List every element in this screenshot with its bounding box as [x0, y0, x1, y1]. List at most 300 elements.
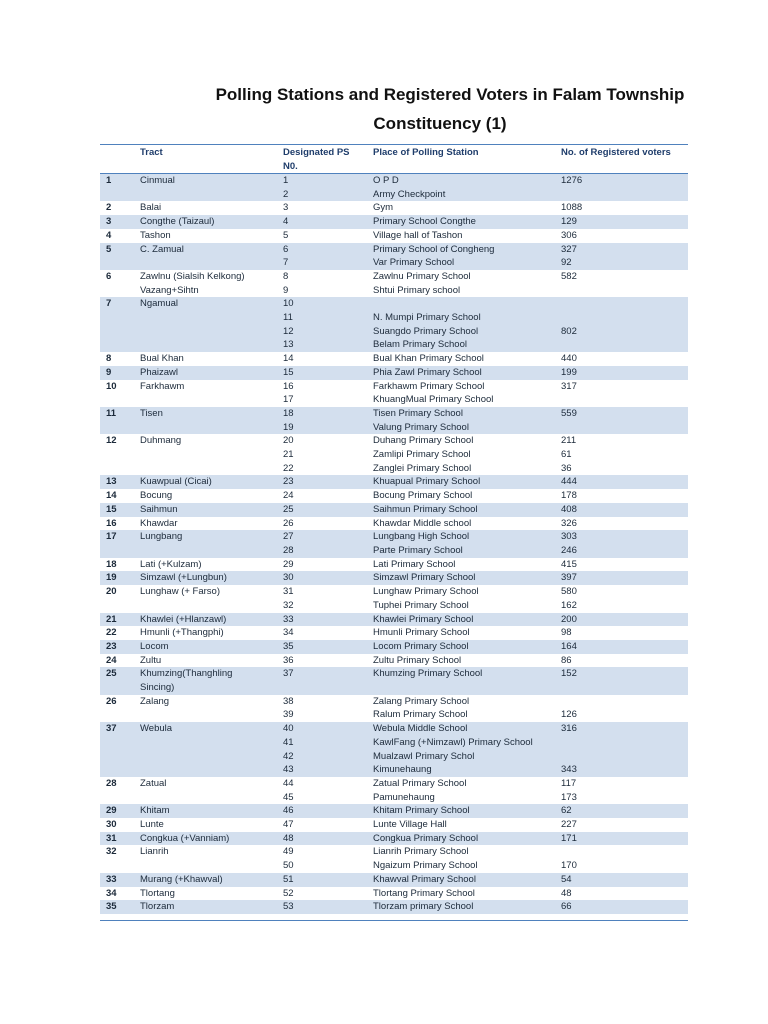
row-polling-station: Duhang Primary School — [373, 435, 474, 447]
row-number — [100, 736, 140, 750]
row-polling-station: Bual Khan Primary School — [373, 353, 484, 365]
row-registered-voters: 327 — [561, 243, 688, 257]
table-body — [100, 174, 688, 914]
row-polling-station: Lunghaw Primary School — [373, 586, 479, 598]
row-ps-number: 6 — [283, 243, 373, 257]
row-ps-number: 49 — [283, 846, 294, 858]
header-voters: No. of Registered voters — [561, 147, 671, 158]
row-number: 24 — [106, 654, 117, 666]
row-registered-voters: 126 — [561, 709, 577, 721]
row-number: 2 — [106, 202, 112, 214]
table-row — [100, 188, 688, 202]
row-tract — [140, 708, 283, 722]
row-registered-voters: 129 — [561, 215, 688, 229]
row-tract — [140, 791, 283, 805]
row-number — [100, 421, 140, 435]
row-ps-number: 26 — [283, 517, 294, 529]
row-polling-station: N. Mumpi Primary School — [373, 311, 561, 325]
row-tract — [140, 763, 283, 777]
row-polling-station — [373, 681, 561, 695]
row-ps-number: 21 — [283, 449, 294, 461]
row-registered-voters — [561, 750, 688, 764]
table-row — [100, 585, 688, 599]
row-ps-number: 29 — [283, 558, 294, 570]
row-number — [100, 393, 140, 407]
row-ps-number: 34 — [283, 627, 294, 639]
row-number: 18 — [106, 558, 117, 570]
row-tract: Hmunli (+Thangphi) — [140, 627, 224, 639]
row-registered-voters — [561, 338, 688, 352]
row-ps-number: 46 — [283, 804, 373, 818]
row-tract: Tlorzam — [140, 900, 283, 914]
row-ps-number: 18 — [283, 407, 373, 421]
table-row — [100, 900, 688, 914]
row-registered-voters — [561, 311, 688, 325]
row-polling-station: Parte Primary School — [373, 544, 561, 558]
row-ps-number: 22 — [283, 462, 294, 474]
row-tract: Zultu — [140, 654, 162, 666]
row-polling-station: Webula Middle School — [373, 722, 561, 736]
table-row — [100, 763, 688, 777]
row-polling-station: Locom Primary School — [373, 640, 561, 654]
row-polling-station: Hmunli Primary School — [373, 627, 470, 639]
row-polling-station: Tlorzam primary School — [373, 900, 561, 914]
row-polling-station: Farkhawm Primary School — [373, 380, 485, 392]
row-polling-station: KawlFang (+Nimzawl) Primary School — [373, 736, 561, 750]
row-registered-voters: 227 — [561, 819, 577, 831]
table-row — [100, 750, 688, 764]
table-row — [100, 270, 688, 284]
table-row — [100, 640, 688, 654]
row-registered-voters: 36 — [561, 462, 572, 474]
table-row — [100, 654, 688, 668]
row-registered-voters: 164 — [561, 640, 688, 654]
row-ps-number: 5 — [283, 229, 289, 241]
row-registered-voters: 246 — [561, 544, 688, 558]
row-polling-station: Congkua Primary School — [373, 832, 561, 846]
row-tract: Locom — [140, 640, 283, 654]
row-ps-number: 51 — [283, 873, 373, 887]
table-row — [100, 311, 688, 325]
row-ps-number: 48 — [283, 832, 373, 846]
row-tract — [140, 325, 283, 339]
row-tract — [140, 544, 283, 558]
row-registered-voters: 152 — [561, 667, 688, 681]
row-number: 30 — [106, 819, 117, 831]
row-polling-station: Khawlei Primary School — [373, 613, 561, 627]
table-row — [100, 338, 688, 352]
table-row — [100, 708, 688, 722]
row-tract — [140, 859, 283, 873]
header-tract: Tract — [140, 147, 163, 158]
row-polling-station: Zalang Primary School — [373, 695, 470, 707]
row-registered-voters: 162 — [561, 599, 577, 611]
row-ps-number: 8 — [283, 270, 289, 282]
row-registered-voters: 397 — [561, 571, 688, 585]
row-ps-number: 12 — [283, 325, 373, 339]
table-row — [100, 229, 688, 243]
row-ps-number: 53 — [283, 900, 373, 914]
row-ps-number: 37 — [283, 667, 373, 681]
row-number: 5 — [100, 243, 140, 257]
row-registered-voters: 326 — [561, 517, 577, 529]
row-registered-voters — [561, 421, 688, 435]
document-title-line1: Polling Stations and Registered Voters in Falam Township — [215, 85, 685, 104]
row-polling-station: Tlortang Primary School — [373, 887, 475, 899]
row-polling-station: KhuangMual Primary School — [373, 394, 494, 406]
row-registered-voters: 178 — [561, 490, 577, 502]
row-number — [100, 859, 140, 873]
row-registered-voters: 582 — [561, 270, 577, 282]
row-ps-number: 39 — [283, 709, 294, 721]
row-polling-station: Khawval Primary School — [373, 873, 561, 887]
row-polling-station: Army Checkpoint — [373, 188, 561, 202]
row-tract: Bocung — [140, 490, 173, 502]
row-ps-number: 32 — [283, 599, 294, 611]
row-polling-station: Ngaizum Primary School — [373, 860, 478, 872]
row-number: 33 — [100, 873, 140, 887]
table-header-row — [100, 144, 688, 174]
row-number: 21 — [100, 613, 140, 627]
row-number — [100, 448, 140, 462]
row-number — [100, 311, 140, 325]
table-bottom-rule — [100, 920, 688, 921]
table-row — [100, 804, 688, 818]
row-polling-station: Khawdar Middle school — [373, 517, 472, 529]
row-tract: Tashon — [140, 229, 171, 241]
row-registered-voters: 303 — [561, 530, 688, 544]
row-registered-voters: 199 — [561, 366, 688, 380]
row-number: 15 — [100, 503, 140, 517]
row-ps-number: 14 — [283, 353, 294, 365]
row-registered-voters: 86 — [561, 654, 572, 666]
row-number: 22 — [106, 627, 117, 639]
table-row — [100, 243, 688, 257]
row-polling-station: Primary School of Congheng — [373, 243, 561, 257]
table-row — [100, 517, 688, 531]
row-registered-voters: 444 — [561, 475, 688, 489]
row-number: 32 — [106, 846, 117, 858]
row-registered-voters: 61 — [561, 449, 572, 461]
row-ps-number: 38 — [283, 695, 294, 707]
row-registered-voters: 117 — [561, 777, 577, 789]
row-ps-number: 44 — [283, 777, 294, 789]
row-polling-station: O P D — [373, 174, 561, 188]
row-registered-voters: 92 — [561, 256, 688, 270]
row-tract: Sincing) — [140, 681, 283, 695]
table-row — [100, 366, 688, 380]
table-row — [100, 352, 688, 366]
table-row — [100, 462, 688, 476]
row-polling-station: Kimunehaung — [373, 763, 561, 777]
row-number — [100, 325, 140, 339]
table-row — [100, 558, 688, 572]
row-ps-number: 41 — [283, 736, 373, 750]
row-tract — [140, 188, 283, 202]
row-registered-voters — [561, 845, 688, 859]
row-polling-station: Belam Primary School — [373, 338, 561, 352]
row-tract: Cinmual — [140, 174, 283, 188]
row-tract: Lunte — [140, 819, 164, 831]
row-number: 35 — [100, 900, 140, 914]
row-number — [100, 599, 140, 613]
row-tract: Zalang — [140, 695, 170, 707]
row-tract: C. Zamual — [140, 243, 283, 257]
row-registered-voters — [561, 393, 688, 407]
row-tract — [140, 311, 283, 325]
row-ps-number: 52 — [283, 887, 294, 899]
row-number: 26 — [106, 695, 117, 707]
row-registered-voters: 316 — [561, 722, 688, 736]
table-row — [100, 256, 688, 270]
row-registered-voters: 559 — [561, 407, 688, 421]
row-tract: Khawdar — [140, 517, 178, 529]
row-polling-station: Khumzing Primary School — [373, 667, 561, 681]
row-registered-voters: 66 — [561, 900, 688, 914]
row-polling-station: Zamlipi Primary School — [373, 449, 471, 461]
row-polling-station: Tuphei Primary School — [373, 599, 469, 611]
row-number — [100, 338, 140, 352]
row-polling-station: Mualzawl Primary Schol — [373, 750, 561, 764]
row-registered-voters: 98 — [561, 627, 572, 639]
table-row — [100, 284, 688, 298]
row-polling-station: Valung Primary School — [373, 421, 561, 435]
row-tract: Phaizawl — [140, 366, 283, 380]
row-number: 11 — [100, 407, 140, 421]
row-number: 34 — [106, 887, 117, 899]
row-polling-station: Suangdo Primary School — [373, 325, 561, 339]
header-ps-no — [283, 144, 373, 174]
row-tract — [140, 393, 283, 407]
table-header-rule — [100, 173, 688, 174]
row-ps-number: 2 — [283, 188, 373, 202]
row-registered-voters: 54 — [561, 873, 688, 887]
row-tract: Khitam — [140, 804, 283, 818]
row-ps-number: 33 — [283, 613, 373, 627]
row-number: 31 — [100, 832, 140, 846]
row-number — [100, 284, 140, 298]
row-ps-number: 3 — [283, 202, 289, 214]
row-tract: Balai — [140, 202, 162, 214]
row-polling-station — [373, 297, 561, 311]
row-polling-station: Village hall of Tashon — [373, 229, 463, 241]
row-tract: Simzawl (+Lungbun) — [140, 571, 283, 585]
table-row — [100, 380, 688, 394]
row-number — [100, 791, 140, 805]
row-tract: Ngamual — [140, 297, 283, 311]
row-polling-station: Lati Primary School — [373, 558, 456, 570]
row-number: 12 — [106, 435, 117, 447]
row-tract — [140, 256, 283, 270]
table-row — [100, 201, 688, 215]
row-polling-station: Khitam Primary School — [373, 804, 561, 818]
row-registered-voters: 62 — [561, 804, 688, 818]
row-tract: Bual Khan — [140, 353, 184, 365]
row-number: 13 — [100, 475, 140, 489]
row-polling-station: Tisen Primary School — [373, 407, 561, 421]
row-tract: Tisen — [140, 407, 283, 421]
row-number: 8 — [106, 353, 112, 365]
row-number — [100, 750, 140, 764]
row-ps-number: 1 — [283, 174, 373, 188]
row-ps-number: 27 — [283, 530, 373, 544]
row-number: 7 — [100, 297, 140, 311]
row-polling-station: Phia Zawl Primary School — [373, 366, 561, 380]
row-registered-voters: 211 — [561, 435, 577, 447]
row-number: 37 — [100, 722, 140, 736]
row-ps-number: 50 — [283, 860, 294, 872]
row-polling-station: Simzawl Primary School — [373, 571, 561, 585]
row-tract: Webula — [140, 722, 283, 736]
row-ps-number: 9 — [283, 284, 289, 296]
table-row — [100, 887, 688, 901]
table-row — [100, 434, 688, 448]
table-row — [100, 613, 688, 627]
row-registered-voters — [561, 736, 688, 750]
row-registered-voters: 200 — [561, 613, 688, 627]
table-row — [100, 503, 688, 517]
polling-stations-table — [100, 144, 688, 914]
row-ps-number: 17 — [283, 394, 294, 406]
document-title-line2: Constituency (1) — [373, 114, 507, 133]
row-number: 28 — [106, 777, 117, 789]
table-row — [100, 393, 688, 407]
table-row — [100, 407, 688, 421]
row-tract: Vazang+Sihtn — [140, 284, 199, 296]
row-number: 29 — [100, 804, 140, 818]
row-tract: Saihmun — [140, 503, 283, 517]
row-number: 10 — [106, 380, 117, 392]
table-row — [100, 791, 688, 805]
row-tract — [140, 462, 283, 476]
row-polling-station: Lunte Village Hall — [373, 819, 447, 831]
row-tract: Farkhawm — [140, 380, 185, 392]
row-ps-number: 10 — [283, 297, 373, 311]
row-number: 17 — [100, 530, 140, 544]
row-tract — [140, 421, 283, 435]
row-ps-number: 24 — [283, 490, 294, 502]
row-number: 23 — [100, 640, 140, 654]
row-tract — [140, 599, 283, 613]
row-number: 14 — [106, 490, 117, 502]
row-tract: Murang (+Khawval) — [140, 873, 283, 887]
row-tract: Congkua (+Vanniam) — [140, 832, 283, 846]
row-polling-station: Zultu Primary School — [373, 654, 462, 666]
table-row — [100, 215, 688, 229]
row-polling-station: Primary School Congthe — [373, 215, 561, 229]
row-number: 1 — [100, 174, 140, 188]
row-number: 20 — [106, 586, 117, 598]
row-tract: Zatual — [140, 777, 167, 789]
row-tract: Lungbang — [140, 530, 283, 544]
table-row — [100, 475, 688, 489]
row-ps-number: 40 — [283, 722, 373, 736]
row-tract: Lati (+Kulzam) — [140, 558, 202, 570]
row-ps-number: 36 — [283, 654, 294, 666]
row-polling-station: Lungbang High School — [373, 530, 561, 544]
row-ps-number: 20 — [283, 435, 294, 447]
row-registered-voters: 48 — [561, 887, 572, 899]
row-polling-station: Zatual Primary School — [373, 777, 467, 789]
row-number: 16 — [106, 517, 117, 529]
row-registered-voters: 1088 — [561, 202, 583, 214]
table-row — [100, 325, 688, 339]
table-row — [100, 667, 688, 681]
table-row — [100, 777, 688, 791]
row-number — [100, 188, 140, 202]
row-tract — [140, 736, 283, 750]
row-registered-voters: 580 — [561, 586, 577, 598]
row-ps-number: 42 — [283, 750, 373, 764]
row-tract: Kuawpual (Cicai) — [140, 475, 283, 489]
row-registered-voters — [561, 695, 688, 709]
row-registered-voters: 317 — [561, 380, 577, 392]
row-ps-number: 19 — [283, 421, 373, 435]
row-registered-voters: 343 — [561, 763, 688, 777]
row-number — [100, 462, 140, 476]
table-row — [100, 722, 688, 736]
row-number: 9 — [100, 366, 140, 380]
row-tract: Khawlei (+Hlanzawl) — [140, 613, 283, 627]
row-registered-voters — [561, 681, 688, 695]
row-registered-voters: 802 — [561, 325, 688, 339]
header-number — [100, 144, 140, 174]
row-tract: Congthe (Taizaul) — [140, 215, 283, 229]
row-registered-voters — [561, 188, 688, 202]
row-ps-number: 23 — [283, 475, 373, 489]
row-ps-number: 7 — [283, 256, 373, 270]
row-registered-voters: 171 — [561, 832, 688, 846]
row-registered-voters — [561, 297, 688, 311]
row-number — [100, 681, 140, 695]
row-registered-voters: 306 — [561, 229, 577, 241]
row-number — [100, 544, 140, 558]
table-row — [100, 681, 688, 695]
row-number: 19 — [100, 571, 140, 585]
table-row — [100, 818, 688, 832]
header-ps-no-line1: Designated PS — [283, 147, 350, 158]
row-ps-number: 4 — [283, 215, 373, 229]
table-row — [100, 695, 688, 709]
row-registered-voters — [561, 284, 688, 298]
row-tract: Zawlnu (Sialsih Kelkong) — [140, 270, 245, 282]
row-ps-number: 11 — [283, 311, 373, 325]
row-polling-station: Pamunehaung — [373, 791, 435, 803]
table-row — [100, 626, 688, 640]
table-row — [100, 544, 688, 558]
row-ps-number: 16 — [283, 380, 294, 392]
row-registered-voters: 415 — [561, 558, 577, 570]
row-ps-number: 15 — [283, 366, 373, 380]
row-tract — [140, 448, 283, 462]
row-ps-number: 30 — [283, 571, 373, 585]
table-row — [100, 297, 688, 311]
table-row — [100, 174, 688, 188]
row-registered-voters: 170 — [561, 860, 577, 872]
table-row — [100, 832, 688, 846]
table-row — [100, 599, 688, 613]
row-polling-station: Ralum Primary School — [373, 709, 468, 721]
row-ps-number: 43 — [283, 763, 373, 777]
row-number — [100, 708, 140, 722]
row-number: 4 — [106, 229, 112, 241]
row-registered-voters: 1276 — [561, 174, 688, 188]
row-ps-number — [283, 681, 373, 695]
row-polling-station: Saihmun Primary School — [373, 503, 561, 517]
row-number: 6 — [106, 270, 112, 282]
row-polling-station: Zanglei Primary School — [373, 462, 472, 474]
row-tract: Tlortang — [140, 887, 175, 899]
